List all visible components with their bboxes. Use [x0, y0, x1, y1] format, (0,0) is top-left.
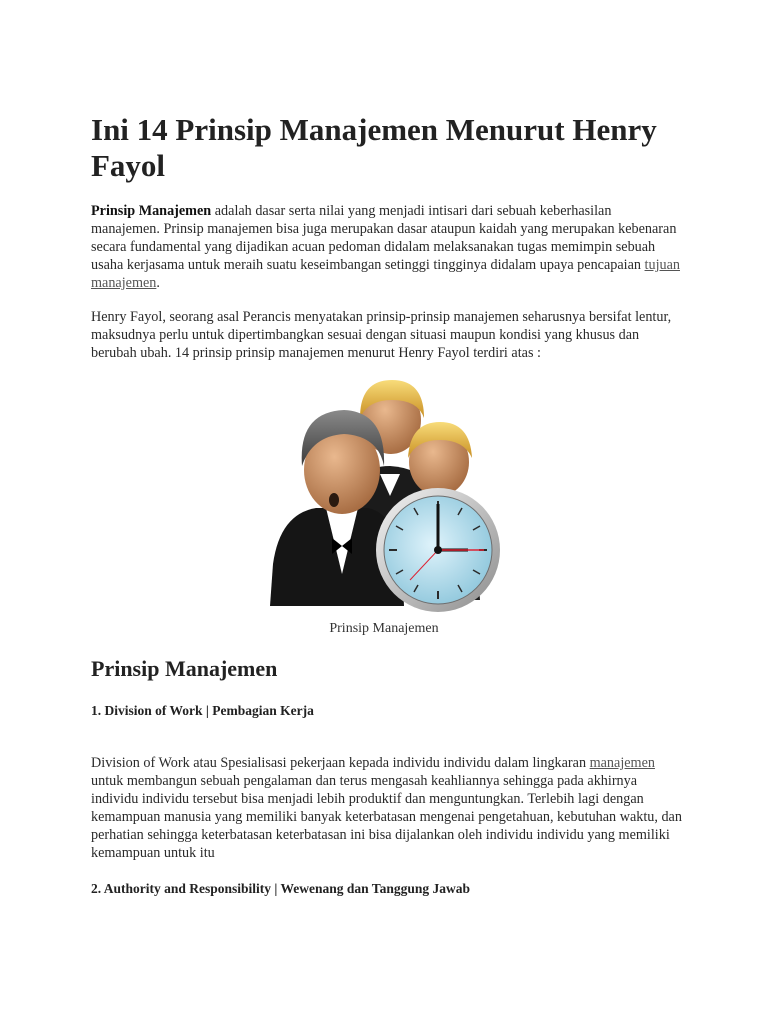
- intro-paragraph: [91, 202, 683, 292]
- item-2-heading: 2. Authority and Responsibility | Wewenang dan Tanggung Jawab: [91, 881, 470, 896]
- intro-text-end: .: [156, 275, 160, 291]
- item-1-paragraph: [91, 754, 683, 862]
- intro-bold-term: Prinsip Manajemen: [91, 203, 212, 219]
- manajemen-link[interactable]: manajemen: [589, 755, 655, 771]
- item-1-text-end: untuk membangun sebuah pengalaman dan terus mengasah keahliannya sehingga pada akhirnya individu individu tersebut bisa menjadi lebih produktif dan menguntungkan. Terlebih lagi dengan kemampuan manusia yang memiliki banyak keterbatasan mengenai pengetahuan, kebutuhan waktu, dan perhatian sehingga keterbatasan keterbatasan ini bisa dijalankan oleh individu individu yang memiliki kemampuan untuk itu: [91, 773, 682, 861]
- business-people-clock-icon: [268, 374, 500, 616]
- item-1-heading: 1. Division of Work | Pembagian Kerja: [91, 703, 314, 718]
- figure-caption: Prinsip Manajemen: [329, 621, 439, 636]
- intro-text: adalah dasar serta nilai yang menjadi intisari dari sebuah keberhasilan manajemen. Prinsip manajemen bisa juga merupakan dasar ataupun kaidah yang merupakan kebenaran secara fundamental yang dijadikan acuan pedoman didalam melaksanakan tugas memimpin sebuah usaha kerjasama untuk meraih suatu keseimbangan setinggi tingginya didalam upaya pencapaian: [91, 203, 677, 273]
- section-heading: Prinsip Manajemen: [91, 656, 278, 681]
- page-title: Ini 14 Prinsip Manajemen Menurut Henry Fayol: [91, 112, 657, 183]
- item-1-text: Division of Work atau Spesialisasi pekerjaan kepada individu individu dalam lingkaran: [91, 755, 590, 771]
- tujuan-manajemen-link[interactable]: tujuan manajemen: [91, 257, 680, 291]
- fayol-paragraph: Henry Fayol, seorang asal Perancis menyatakan prinsip-prinsip manajemen seharusnya bersifat lentur, maksudnya perlu untuk dipertimbangkan sesuai dengan situasi maupun kondisi yang khusus dan berubah ubah. 14 prinsip prinsip manajemen menurut Henry Fayol terdiri atas :: [91, 309, 672, 361]
